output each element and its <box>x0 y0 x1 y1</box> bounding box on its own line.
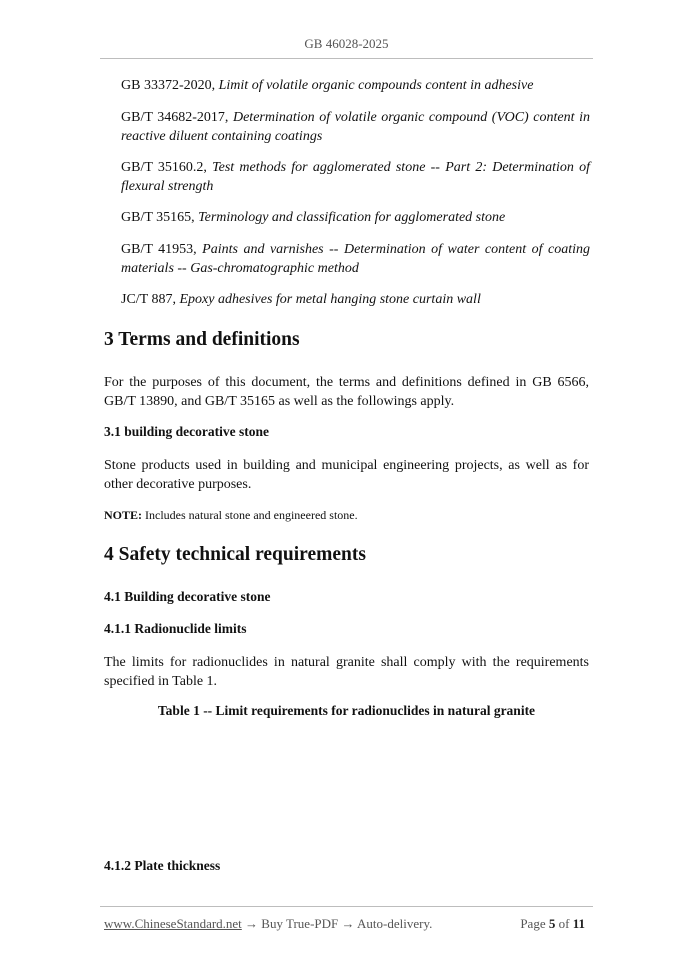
reference-title: Determination of volatile organic compound (VOC) content in reactive diluent containing coatings <box>121 110 590 144</box>
page-number <box>520 916 585 932</box>
reference-item <box>121 290 590 309</box>
buy-text: Buy True-PDF <box>261 916 339 931</box>
reference-item <box>121 240 590 278</box>
arrow-icon: → <box>341 916 355 931</box>
arrow-icon: → <box>245 916 259 931</box>
reference-code: GB 33372-2020, <box>121 78 216 93</box>
section-heading-safety: 4 Safety technical requirements <box>104 544 366 565</box>
footer-links <box>104 916 432 932</box>
reference-code: GB/T 35165, <box>121 210 195 225</box>
page-word: Page <box>520 916 546 931</box>
table-caption: Table 1 -- Limit requirements for radionuclides in natural granite <box>157 703 536 718</box>
site-link[interactable]: www.ChineseStandard.net <box>104 916 242 931</box>
term-heading: 3.1 building decorative stone <box>104 424 270 439</box>
term-definition: Stone products used in building and municipal engineering projects, as well as for other decorative purposes. <box>104 458 589 492</box>
radionuclide-paragraph: The limits for radionuclides in natural granite shall comply with the requirements specified in Table 1. <box>104 655 589 689</box>
header-divider <box>100 58 593 59</box>
reference-title: Limit of volatile organic compounds content in adhesive <box>218 78 534 93</box>
of-word: of <box>558 916 570 931</box>
note <box>104 508 358 523</box>
note-text: Includes natural stone and engineered stone. <box>142 508 358 522</box>
reference-title: Epoxy adhesives for metal hanging stone curtain wall <box>179 292 481 307</box>
terms-intro-paragraph: For the purposes of this document, the terms and definitions defined in GB 6566, GB/T 13890, and GB/T 35165 as well as the followings apply. <box>104 375 589 409</box>
reference-code: GB/T 41953, <box>121 242 197 257</box>
section-heading-terms: 3 Terms and definitions <box>104 329 300 350</box>
reference-code: JC/T 887, <box>121 292 176 307</box>
delivery-text: Auto-delivery. <box>357 916 433 931</box>
reference-item <box>121 208 590 227</box>
current-page: 5 <box>548 916 556 931</box>
reference-title: Paints and varnishes -- Determination of water content of coating materials -- Gas-chromatographic method <box>121 242 591 276</box>
reference-item <box>121 76 590 95</box>
note-label: NOTE: <box>104 508 143 522</box>
subsection-heading: 4.1 Building decorative stone <box>104 589 271 604</box>
reference-item <box>121 108 590 146</box>
reference-code: GB/T 34682-2017, <box>121 110 229 125</box>
footer-divider <box>100 906 593 907</box>
reference-code: GB/T 35160.2, <box>121 160 207 175</box>
page-header: GB 46028-2025 <box>304 36 389 51</box>
subsection-heading: 4.1.2 Plate thickness <box>104 858 221 873</box>
reference-item <box>121 158 590 196</box>
reference-title: Terminology and classification for agglomerated stone <box>198 210 506 225</box>
reference-title: Test methods for agglomerated stone -- Part 2: Determination of flexural strength <box>121 160 590 194</box>
subsection-heading: 4.1.1 Radionuclide limits <box>104 621 247 636</box>
total-pages: 11 <box>572 916 585 931</box>
